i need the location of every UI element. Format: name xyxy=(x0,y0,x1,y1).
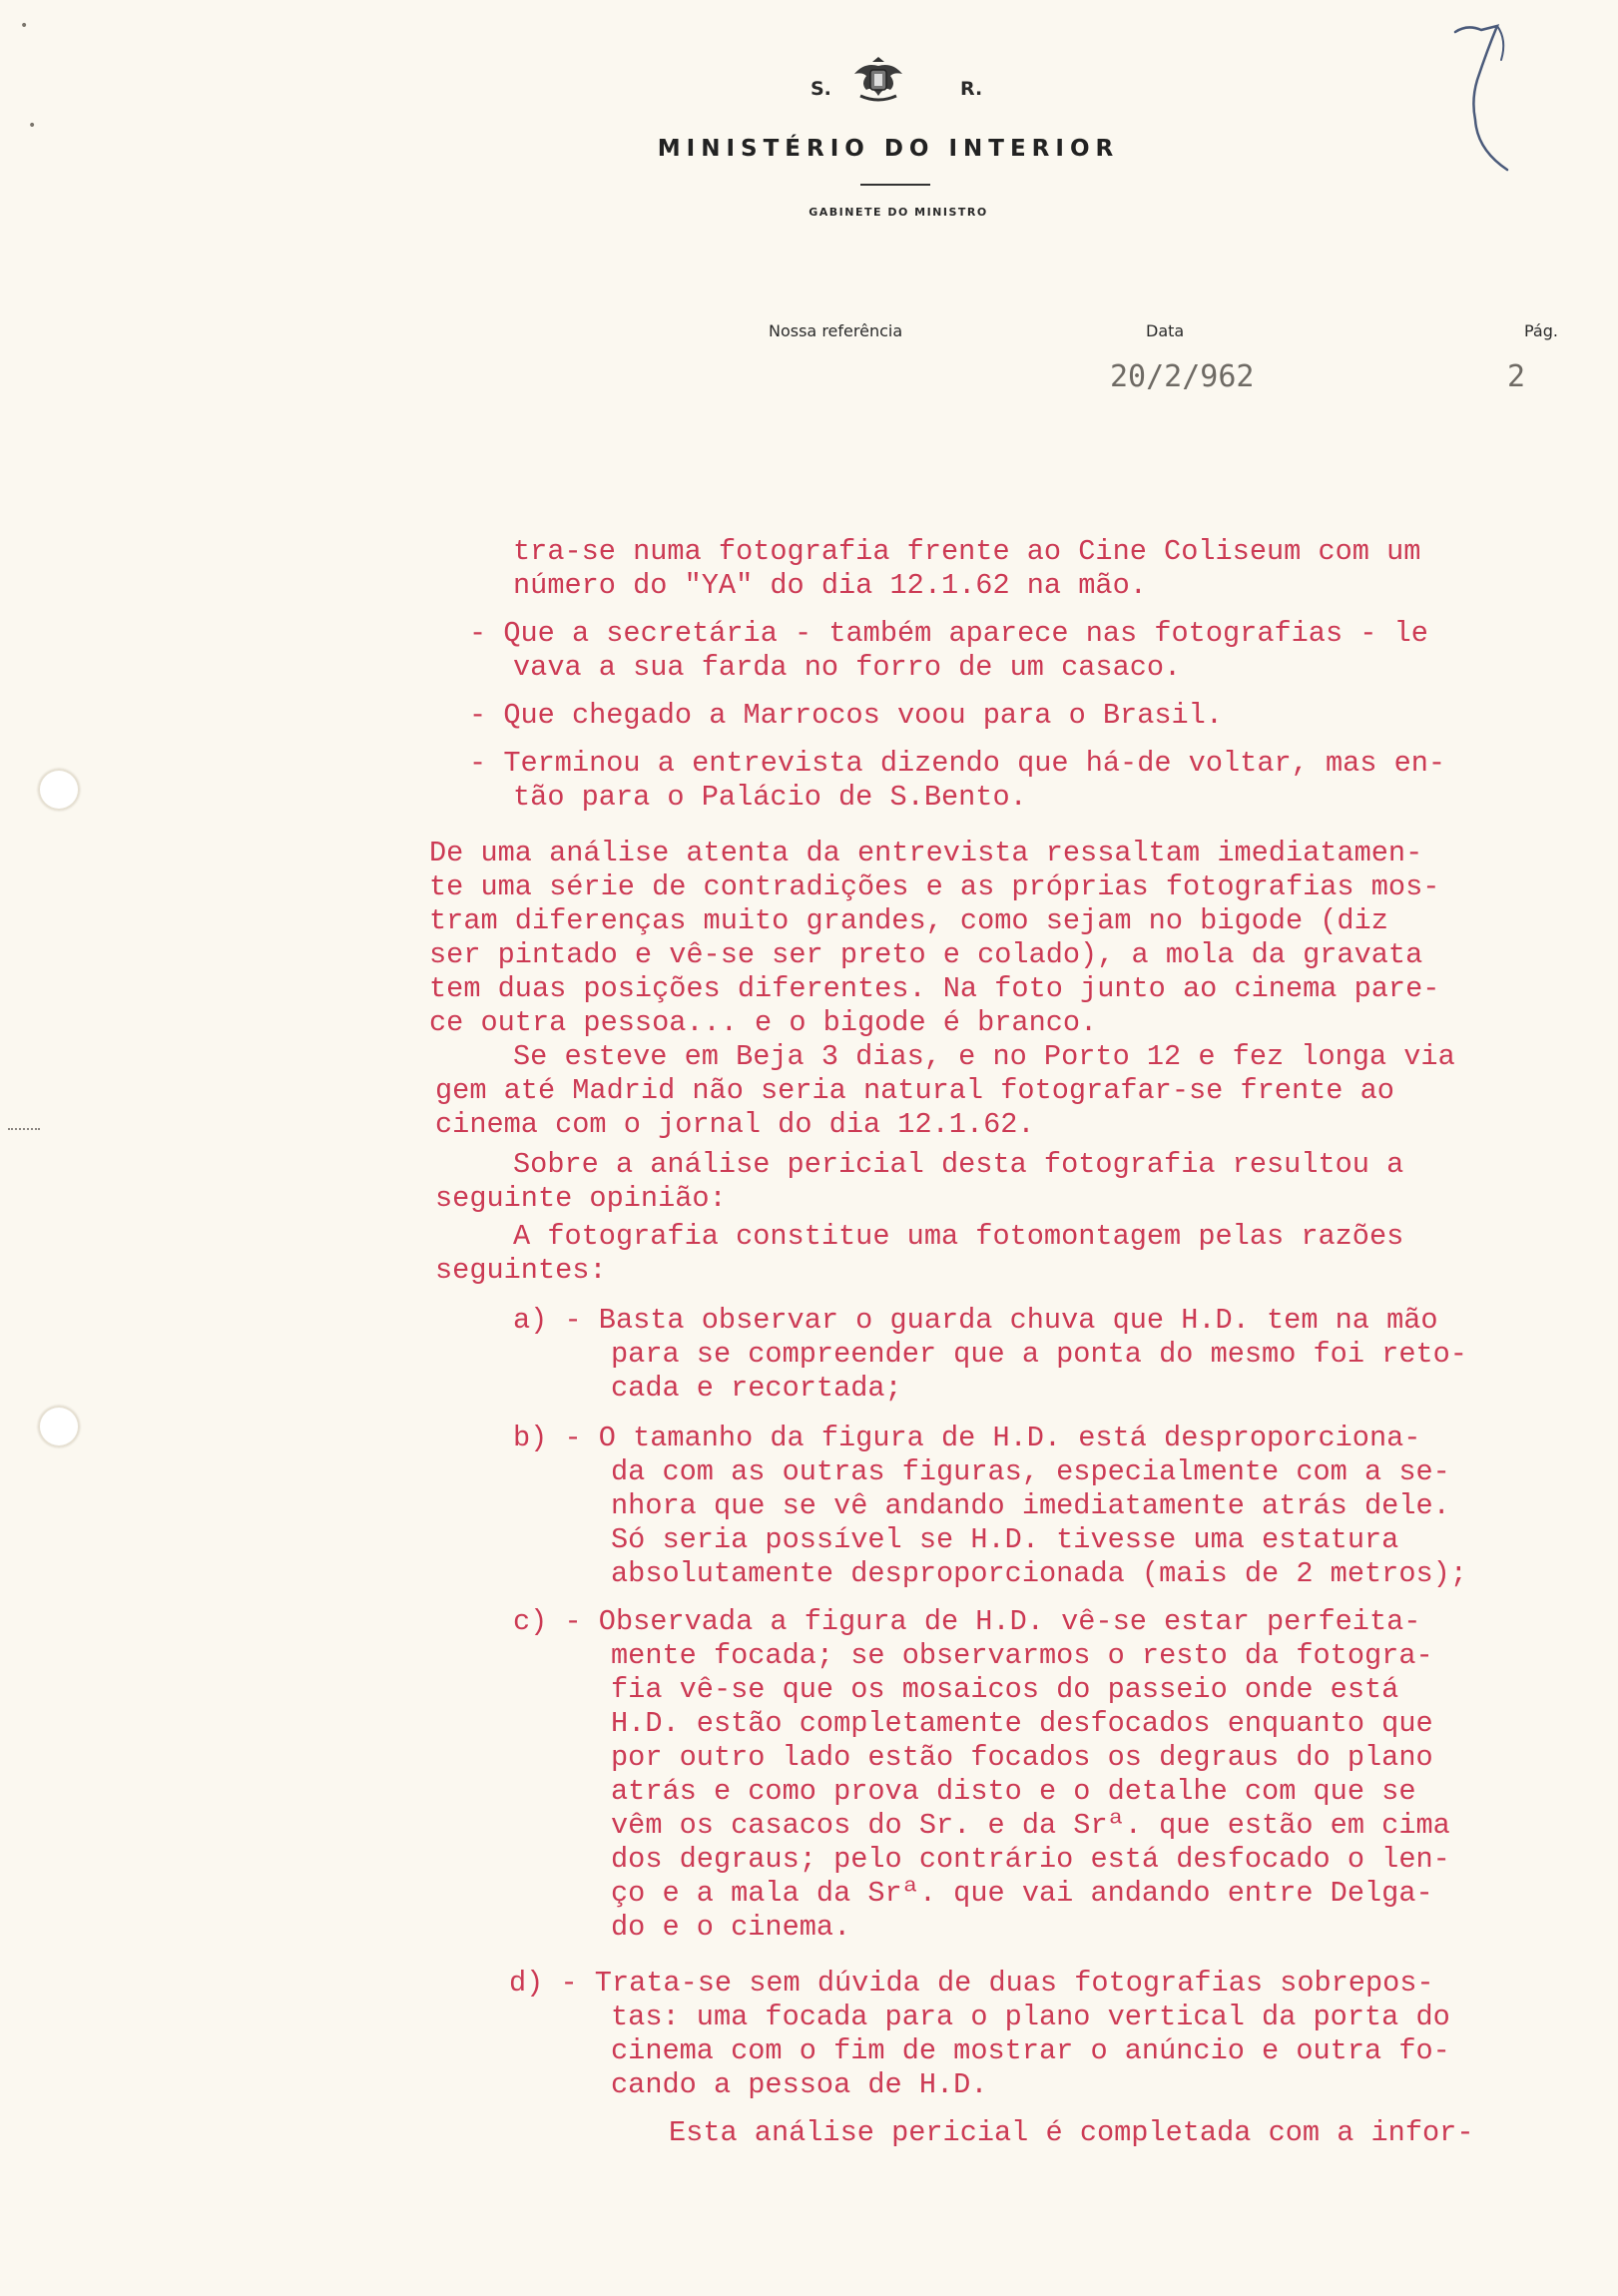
body-line: H.D. estão completamente desfocados enquanto que xyxy=(611,1707,1433,1740)
page-value: 2 xyxy=(1507,359,1526,394)
body-line: d) - Trata-se sem dúvida de duas fotografias sobrepos- xyxy=(509,1967,1434,2000)
body-line: Esta análise pericial é completada com a infor- xyxy=(669,2116,1474,2149)
body-line: - Que a secretária - também aparece nas fotografias - le xyxy=(469,617,1428,650)
body-line: nhora que se vê andando imediatamente atrás dele. xyxy=(611,1489,1450,1522)
body-line: ser pintado e vê-se ser preto e colado), a mola da gravata xyxy=(429,938,1423,971)
body-line: fia vê-se que os mosaicos do passeio onde está xyxy=(611,1673,1399,1706)
body-line: ço e a mala da Srª. que vai andando entre Delga- xyxy=(611,1877,1433,1910)
body-line: Só seria possível se H.D. tivesse uma estatura xyxy=(611,1523,1399,1556)
divider xyxy=(860,184,930,186)
date-value: 20/2/962 xyxy=(1110,359,1255,394)
coat-of-arms-icon xyxy=(850,56,906,106)
body-line: tão para o Palácio de S.Bento. xyxy=(513,781,1027,814)
body-line: De uma análise atenta da entrevista ressaltam imediatamen- xyxy=(429,837,1423,869)
body-line: para se compreender que a ponta do mesmo foi reto- xyxy=(611,1338,1467,1371)
body-line: do e o cinema. xyxy=(611,1911,851,1944)
speck-mark: • xyxy=(20,18,29,34)
body-line: da com as outras figuras, especialmente com a se- xyxy=(611,1455,1450,1488)
body-line: A fotografia constitue uma fotomontagem pelas razões xyxy=(513,1220,1404,1253)
body-line: cada e recortada; xyxy=(611,1372,902,1405)
body-line: número do "YA" do dia 12.1.62 na mão. xyxy=(513,569,1147,602)
body-line: - Terminou a entrevista dizendo que há-de voltar, mas en- xyxy=(469,747,1446,780)
reference-label: Nossa referência xyxy=(769,321,903,340)
cabinet-subtitle: GABINETE DO MINISTRO xyxy=(809,206,988,219)
body-line: seguinte opinião: xyxy=(435,1182,727,1215)
body-line: tem duas posições diferentes. Na foto junto ao cinema pare- xyxy=(429,972,1440,1005)
body-line: mente focada; se observarmos o resto da fotogra- xyxy=(611,1639,1433,1672)
body-line: cinema com o fim de mostrar o anúncio e outra fo- xyxy=(611,2034,1450,2067)
body-line: Sobre a análise pericial desta fotografia resultou a xyxy=(513,1148,1404,1181)
body-line: tas: uma focada para o plano vertical da porta do xyxy=(611,2001,1450,2033)
body-line: ce outra pessoa... e o bigode é branco. xyxy=(429,1006,1098,1039)
letterhead-r: R. xyxy=(960,78,983,100)
body-line: vêm os casacos do Sr. e da Srª. que estão em cima xyxy=(611,1809,1450,1842)
body-line: c) - Observada a figura de H.D. vê-se estar perfeita- xyxy=(513,1605,1421,1638)
body-line: cando a pessoa de H.D. xyxy=(611,2068,988,2101)
body-line: te uma série de contradições e as próprias fotografias mos- xyxy=(429,870,1440,903)
body-line: b) - O tamanho da figura de H.D. está desproporciona- xyxy=(513,1422,1421,1454)
body-line: - Que chegado a Marrocos voou para o Brasil. xyxy=(469,699,1223,732)
body-line: a) - Basta observar o guarda chuva que H.D. tem na mão xyxy=(513,1304,1438,1337)
body-line: atrás e como prova disto e o detalhe com que se xyxy=(611,1775,1416,1808)
body-line: por outro lado estão focados os degraus do plano xyxy=(611,1741,1433,1774)
body-line: vava a sua farda no forro de um casaco. xyxy=(513,651,1182,684)
body-line: gem até Madrid não seria natural fotografar-se frente ao xyxy=(435,1074,1394,1107)
body-line: Se esteve em Beja 3 dias, e no Porto 12 e fez longa via xyxy=(513,1040,1455,1073)
speck-mark: • xyxy=(28,118,37,134)
body-line: tra-se numa fotografia frente ao Cine Coliseum com um xyxy=(513,535,1421,568)
handwritten-page-number-icon xyxy=(1437,10,1547,190)
page-label: Pág. xyxy=(1524,321,1558,340)
body-line: tram diferenças muito grandes, como sejam no bigode (diz xyxy=(429,904,1388,937)
body-line: dos degraus; pelo contrário está desfocado o len- xyxy=(611,1843,1450,1876)
ministry-title: MINISTÉRIO DO INTERIOR xyxy=(657,136,1120,162)
date-label: Data xyxy=(1146,321,1185,340)
letterhead-s: S. xyxy=(810,78,831,100)
body-line: cinema com o jornal do dia 12.1.62. xyxy=(435,1108,1035,1141)
body-line: absolutamente desproporcionada (mais de 2 metros); xyxy=(611,1557,1467,1590)
body-line: seguintes: xyxy=(435,1254,607,1287)
